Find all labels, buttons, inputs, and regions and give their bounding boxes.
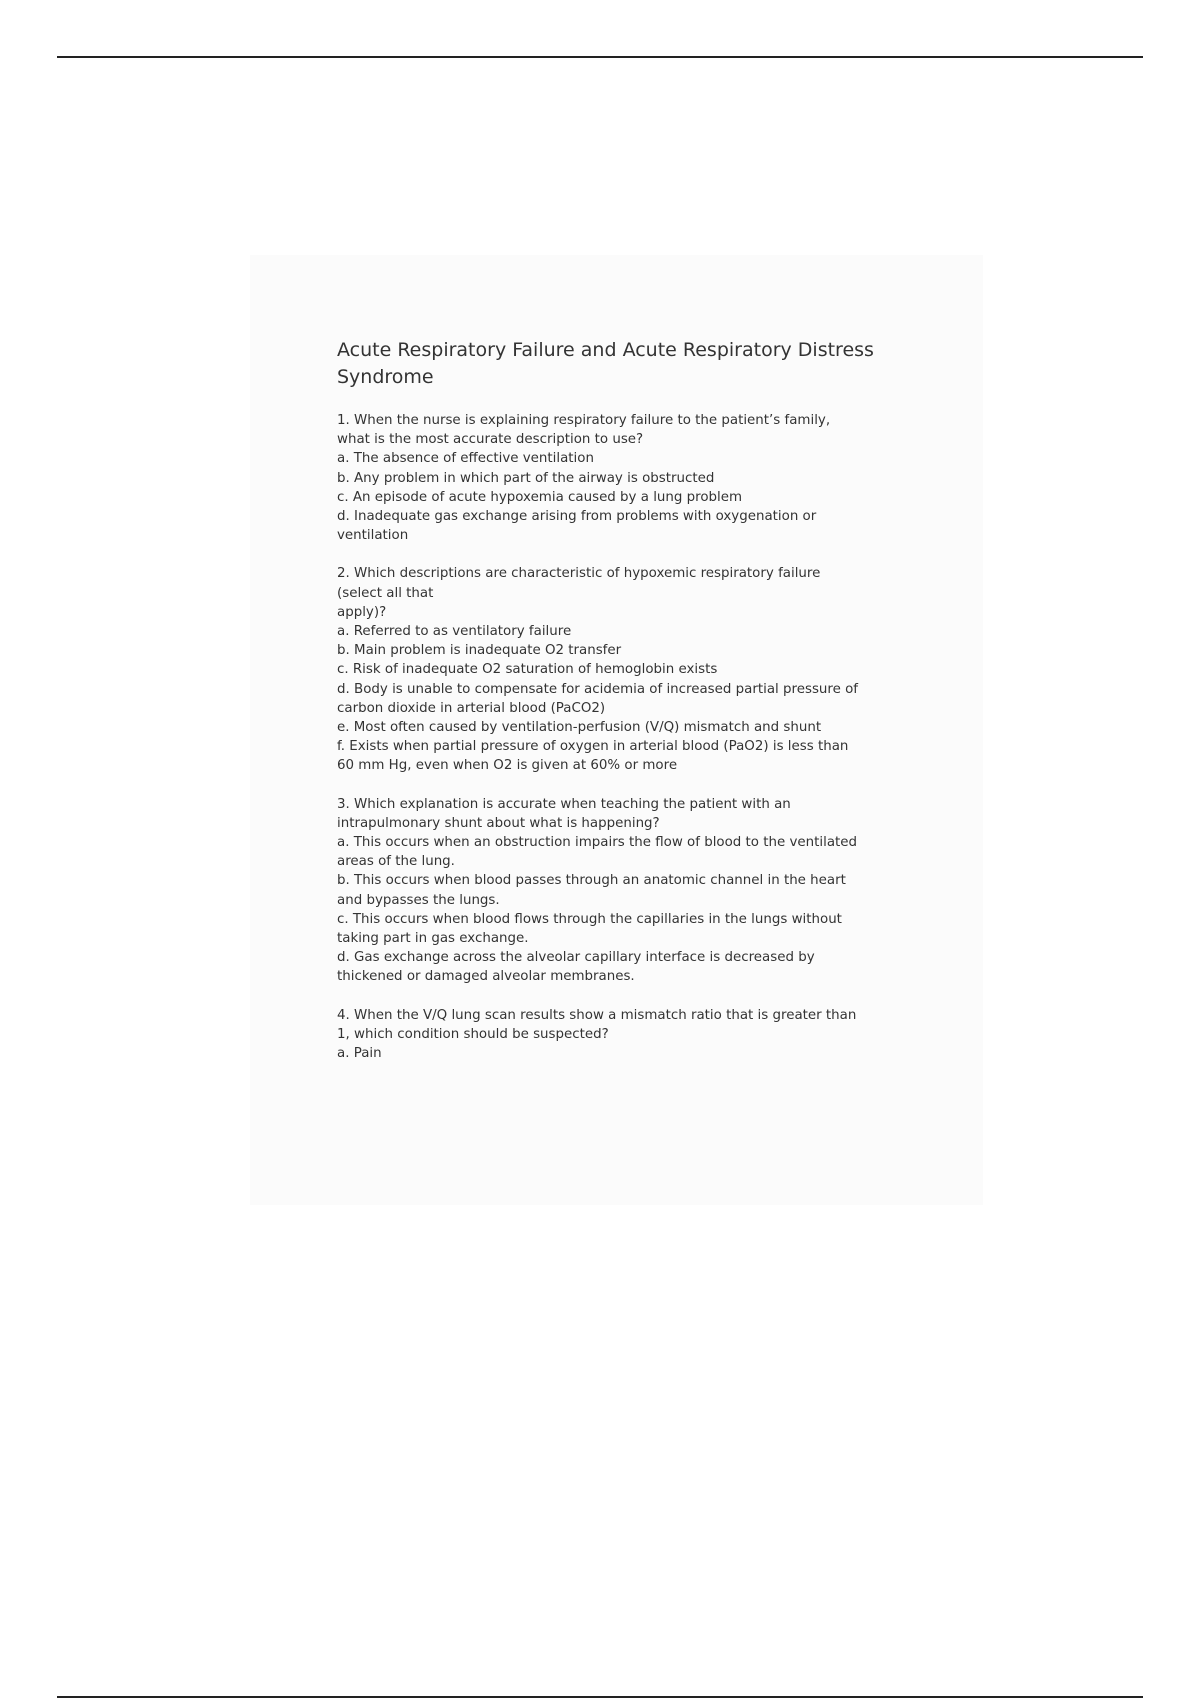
question-line: what is the most accurate description to use?	[337, 432, 644, 448]
document-content	[337, 337, 912, 1082]
question-1	[337, 411, 912, 545]
answer-option: a. Pain	[337, 1046, 382, 1062]
question-line: 2. Which descriptions are characteristic of hypoxemic respiratory failure	[337, 566, 821, 582]
answer-option: a. The absence of effective ventilation	[337, 451, 594, 467]
answer-option: d. Body is unable to compensate for acidemia of increased partial pressure of	[337, 681, 859, 697]
question-line: 1, which condition should be suspected?	[337, 1026, 609, 1042]
question-line: intrapulmonary shunt about what is happening?	[337, 815, 660, 831]
title-line: Syndrome	[337, 366, 434, 388]
answer-option: and bypasses the lungs.	[337, 892, 500, 908]
question-3	[337, 795, 912, 987]
answer-option: e. Most often caused by ventilation-perfusion (V/Q) mismatch and shunt	[337, 720, 822, 736]
answer-option: ventilation	[337, 528, 409, 544]
question-line: 3. Which explanation is accurate when teaching the patient with an	[337, 796, 791, 812]
answer-option: carbon dioxide in arterial blood (PaCO2)	[337, 700, 606, 716]
answer-option: d. Gas exchange across the alveolar capillary interface is decreased by	[337, 950, 815, 966]
answer-option: c. An episode of acute hypoxemia caused by a lung problem	[337, 489, 743, 505]
answer-option: a. This occurs when an obstruction impairs the flow of blood to the ventilated	[337, 835, 858, 851]
answer-option: d. Inadequate gas exchange arising from problems with oxygenation or	[337, 509, 817, 525]
answer-option: 60 mm Hg, even when O2 is given at 60% or more	[337, 758, 678, 774]
top-rule	[57, 56, 1143, 58]
question-line: 4. When the V/Q lung scan results show a mismatch ratio that is greater than	[337, 1007, 857, 1023]
answer-option: taking part in gas exchange.	[337, 931, 529, 947]
question-line: 1. When the nurse is explaining respiratory failure to the patient’s family,	[337, 413, 831, 428]
question-line: apply)?	[337, 604, 387, 620]
question-4	[337, 1006, 912, 1064]
answer-option: areas of the lung.	[337, 854, 455, 870]
answer-option: f. Exists when partial pressure of oxygen in arterial blood (PaO2) is less than	[337, 739, 849, 755]
answer-option: b. Main problem is inadequate O2 transfer	[337, 643, 622, 659]
answer-option: b. This occurs when blood passes through an anatomic channel in the heart	[337, 873, 846, 889]
bottom-rule	[57, 1696, 1143, 1698]
answer-option: b. Any problem in which part of the airway is obstructed	[337, 470, 715, 486]
answer-option: a. Referred to as ventilatory failure	[337, 624, 572, 640]
document-title	[337, 337, 912, 391]
question-2	[337, 564, 912, 775]
answer-option: thickened or damaged alveolar membranes.	[337, 969, 635, 985]
answer-option: c. This occurs when blood flows through the capillaries in the lungs without	[337, 911, 842, 927]
title-line: Acute Respiratory Failure and Acute Respiratory Distress	[337, 339, 874, 361]
answer-option: c. Risk of inadequate O2 saturation of hemoglobin exists	[337, 662, 718, 678]
question-line: (select all that	[337, 585, 434, 601]
